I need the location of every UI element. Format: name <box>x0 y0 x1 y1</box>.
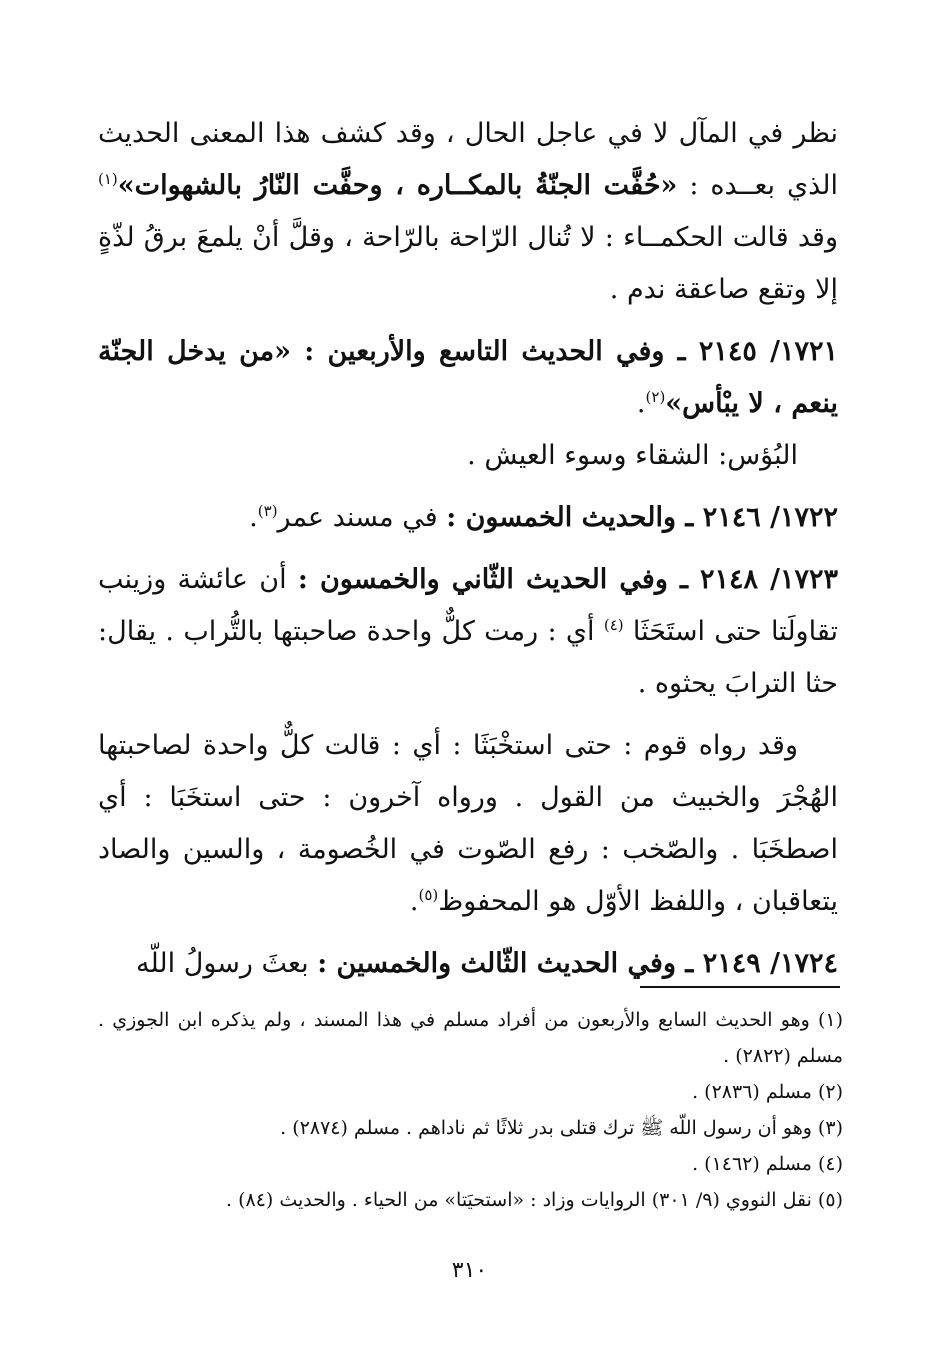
footnotes <box>98 1002 843 1218</box>
footnote: (٣) وهو أن رسول اللّه ﷺ ترك قتلى بدر ثلاثًا ثم ناداهم . مسلم (٢٨٧٤) . <box>280 1117 843 1139</box>
footnote-marker: (٣) <box>257 502 278 520</box>
main-text <box>98 108 838 990</box>
paragraph <box>98 108 838 316</box>
paragraph-text: في مسند عمر <box>277 502 447 533</box>
footnote-marker: (٥) <box>418 886 439 904</box>
footnote-marker: (٤) <box>603 616 624 634</box>
hadith-heading: ١٧٢٤/ ٢١٤٩ ـ وفي الحديث الثّالث والخمسين : <box>317 948 838 979</box>
paragraph <box>98 720 838 928</box>
hadith-heading: ١٧٢١/ ٢١٤٥ ـ وفي الحديث التاسع والأربعين : «من يدخل الجنّة ينعم ، لا يبْأس» <box>98 336 838 419</box>
page-number: ٣١٠ <box>451 1258 488 1283</box>
paragraph <box>98 554 838 710</box>
paragraph <box>98 430 838 482</box>
paragraph-text: بعثَ رسولُ اللّه <box>136 948 318 979</box>
footnote-marker: (١) <box>98 170 118 188</box>
paragraph-text: أن عائشة وزينب تقاولَتا حتى استَحَثَا <box>98 564 838 647</box>
hadith-heading: ١٧٢٢/ ٢١٤٦ ـ والحديث الخمسون : <box>446 502 838 533</box>
paragraph <box>98 326 838 430</box>
paragraph-text: . <box>249 502 258 533</box>
footnote: (٤) مسلم (١٤٦٢) . <box>692 1153 843 1175</box>
paragraph-text: أي : رمت كلٌّ واحدة صاحبتها بالتُّراب . يقال: حثا الترابَ يحثوه . <box>98 616 838 699</box>
paragraph <box>98 938 838 990</box>
paragraph <box>98 492 838 544</box>
paragraph-text: وقد قالت الحكمــاء : لا تُنال الرّاحة بالرّاحة ، وقلَّ أنْ يلمعَ برقُ لذّةٍ إلا وتقع صاعقة ندم . <box>98 222 838 305</box>
footnote: (١) وهو الحديث السابع والأربعون من أفراد مسلم في هذا المسند ، ولم يذكره ابن الجوزي . مسلم (٢٨٢٢) . <box>98 1009 843 1067</box>
footnote-separator <box>640 986 840 988</box>
hadith-heading: ١٧٢٣/ ٢١٤٨ ـ وفي الحديث الثّاني والخمسون : <box>297 564 839 595</box>
footnote: (٥) نقل النووي (٩/ ٣٠١) الروايات وزاد : «استحيَتا» من الحياء . والحديث (٨٤) . <box>225 1189 843 1211</box>
paragraph-text: نظر في المآل لا في عاجل الحال ، وقد كشف هذا المعنى الحديث الذي بعــده : <box>98 118 838 201</box>
footnote-marker: (٢) <box>645 388 666 406</box>
footnote: (٢) مسلم (٢٨٣٦) . <box>692 1081 843 1103</box>
paragraph-text: البُؤس: الشقاء وسوء العيش . <box>467 440 798 471</box>
paragraph-text: . <box>636 388 646 419</box>
paragraph-text: . <box>409 886 419 917</box>
hadith-heading: «حُفَّت الجنّةُ بالمكــاره ، وحفَّت النّارُ بالشهوات» <box>117 170 678 201</box>
paragraph-text: وقد رواه قوم : حتى استخْبَثَا : أي : قالت كلٌّ واحدة لصاحبتها الهُجْرَ والخبيث من القول . ورواه آخرون : حتى استخَبَا : أي اصطخَبَا . والصّخب : رفع الصّوت في الخُصومة ، والسين والصاد يتعاقبان ، واللفظ الأوّل هو المحفوظ <box>98 730 838 917</box>
